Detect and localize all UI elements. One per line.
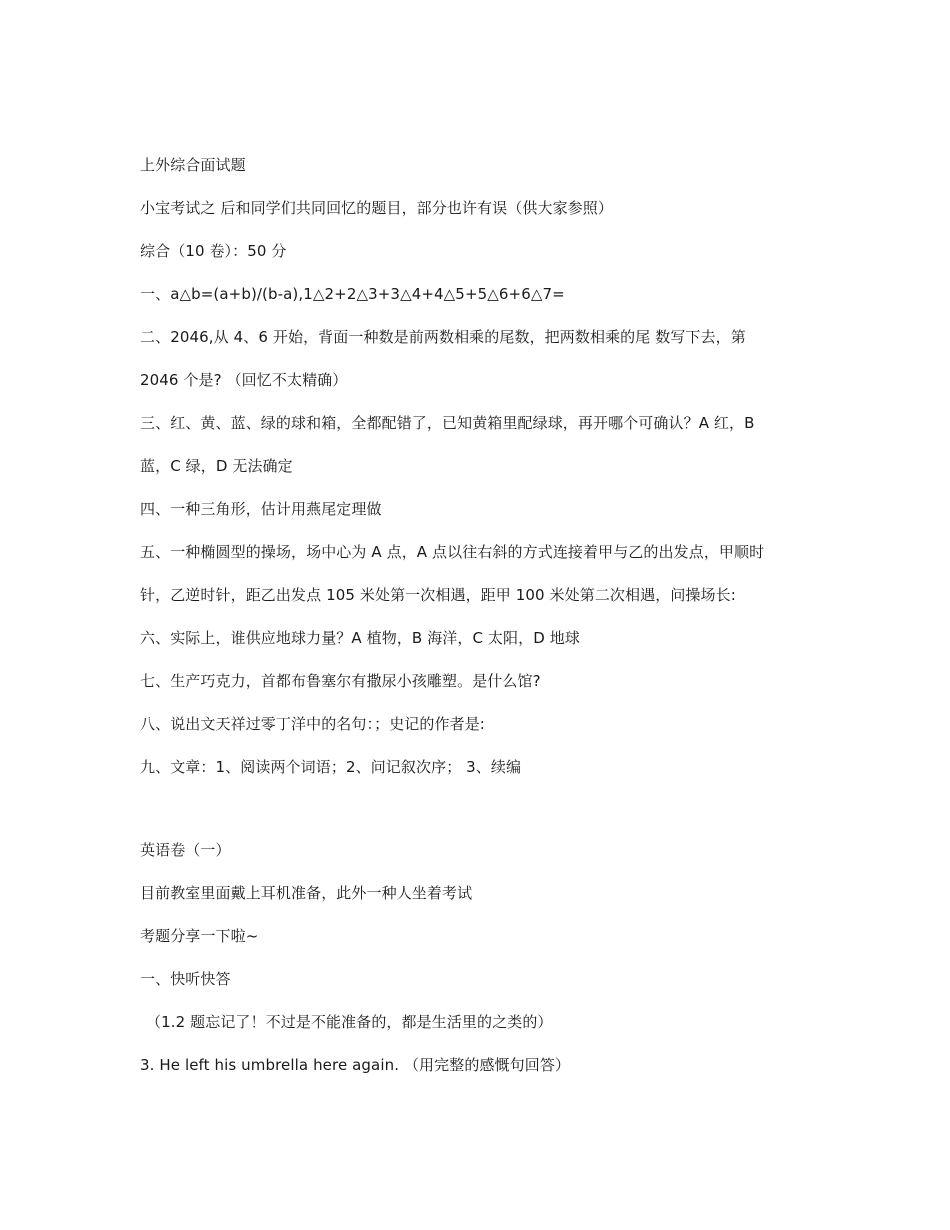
question-5-line-1: 五、一种椭圆型的操场，场中心为 A 点，A 点以往右斜的方式连接着甲与乙的出发点，甲顺时	[140, 543, 765, 561]
question-8: 八、说出文天祥过零丁洋中的名句：；史记的作者是:	[140, 715, 485, 733]
doc-title: 上外综合面试题	[140, 156, 246, 174]
question-2-line-2: 2046 个是? （回忆不太精确）	[140, 371, 348, 389]
english-part-1-heading: 一、快听快答	[140, 970, 231, 988]
english-intro: 目前教室里面戴上耳机准备，此外一种人坐着考试	[140, 884, 473, 902]
english-part-1-note: （1.2 题忘记了！不过是不能准备的，都是生活里的之类的）	[146, 1013, 553, 1031]
question-2-line-1: 二、2046,从 4、6 开始，背面一种数是前两数相乘的尾数，把两数相乘的尾 数写下去，第	[140, 328, 746, 346]
question-5-line-2: 针，乙逆时针，距乙出发点 105 米处第一次相遇，距甲 100 米处第二次相遇，问操场长:	[140, 586, 736, 604]
question-3-line-2: 蓝，C 绿，D 无法确定	[140, 457, 293, 475]
english-share-note: 考题分享一下啦~	[140, 927, 259, 945]
doc-intro: 小宝考试之 后和同学们共同回忆的题目，部分也许有误（供大家参照）	[140, 199, 613, 217]
question-6: 六、实际上，谁供应地球力量？A 植物，B 海洋，C 太阳，D 地球	[140, 629, 580, 647]
english-question-3: 3. He left his umbrella here again. （用完整的感慨句回答）	[140, 1056, 571, 1074]
question-9: 九、文章：1、阅读两个词语；2、问记叙次序； 3、续编	[140, 758, 522, 776]
question-7: 七、生产巧克力，首都布鲁塞尔有撒尿小孩雕塑。是什么馆?	[140, 672, 541, 690]
question-1: 一、a△b=(a+b)/(b-a),1△2+2△3+3△4+4△5+5△6+6△7=	[140, 285, 565, 303]
question-4: 四、一种三角形，估计用燕尾定理做	[140, 500, 382, 518]
section-heading-english: 英语卷（一）	[140, 841, 231, 859]
question-3-line-1: 三、红、黄、蓝、绿的球和箱，全都配错了，已知黄箱里配绿球，再开哪个可确认？A 红，B	[140, 414, 755, 432]
section-heading-comprehensive: 综合（10 卷）：50 分	[140, 242, 287, 260]
